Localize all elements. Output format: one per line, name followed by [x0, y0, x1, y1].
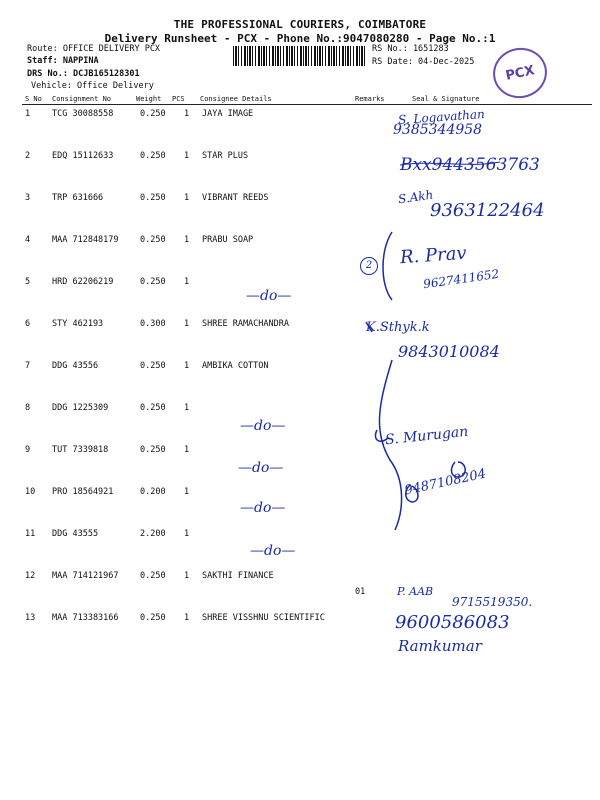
runsheet-subtitle: Delivery Runsheet - PCX - Phone No.:9047080280 - Page No.:1 [104, 32, 496, 45]
row-consignment: DDG 43555 [52, 529, 99, 539]
row-weight: 0.300 [140, 319, 166, 329]
row-consignment: TCG 30088558 [52, 109, 114, 119]
signature-row12-name: P. AAB [397, 585, 434, 598]
row-weight: 2.200 [140, 529, 166, 539]
row-pcs: 1 [184, 109, 190, 119]
ditto-row11: —do— [250, 543, 296, 559]
row-consignee: SHREE VISSHNU SCIENTIFIC [202, 613, 325, 623]
row-consignee: JAYA IMAGE [202, 109, 254, 119]
route-label: Route: OFFICE DELIVERY PCX [27, 44, 161, 54]
row-sno: 6 [25, 319, 31, 329]
row-weight: 0.250 [140, 361, 166, 371]
col-sno: S No [25, 95, 42, 103]
col-consignment: Consignment No [52, 95, 112, 103]
col-weight: Weight [136, 95, 162, 103]
row-consignment: DDG 1225309 [52, 403, 109, 413]
row-sno: 1 [25, 109, 31, 119]
ditto-row5: —do— [246, 288, 292, 304]
signature-row4-circle: 2 [360, 257, 378, 275]
vehicle-label: Vehicle: Office Delivery [31, 81, 154, 91]
row-weight: 0.250 [140, 151, 166, 161]
row-sno: 7 [25, 361, 31, 371]
ditto-row8: —do— [240, 418, 286, 434]
signature-row10-phone: 9487108204 [403, 466, 488, 499]
row-weight: 0.250 [140, 403, 166, 413]
row-pcs: 1 [184, 571, 190, 581]
signature-row4-phone: 9627411652 [422, 266, 500, 292]
row-pcs: 1 [184, 319, 190, 329]
row-consignment: TRP 631666 [52, 193, 104, 203]
row-sno: 12 [25, 571, 36, 581]
signature-row3-name: S.Akh [397, 187, 435, 207]
row-weight: 0.250 [140, 277, 166, 287]
row-weight: 0.250 [140, 235, 166, 245]
row-consignee: STAR PLUS [202, 151, 249, 161]
row-remarks: 01 [355, 587, 366, 597]
signature-row8-name: S. Murugan [384, 423, 469, 449]
row-weight: 0.250 [140, 193, 166, 203]
row-pcs: 1 [184, 613, 190, 623]
row-sno: 5 [25, 277, 31, 287]
row-pcs: 1 [184, 151, 190, 161]
row-sno: 9 [25, 445, 31, 455]
row-consignee: SAKTHI FINANCE [202, 571, 274, 581]
row-consignment: STY 462193 [52, 319, 104, 329]
signature-row13-name: Ramkumar [398, 637, 482, 655]
row-pcs: 1 [184, 235, 190, 245]
signature-row6-phone: 9843010084 [398, 342, 500, 361]
signature-row3-phone: 9363122464 [430, 200, 545, 221]
row-weight: 0.250 [140, 109, 166, 119]
row-pcs: 1 [184, 403, 190, 413]
signature-row4-name: R. Prav [399, 242, 468, 269]
row-pcs: 1 [184, 361, 190, 371]
rs-date: RS Date: 04-Dec-2025 [372, 57, 475, 67]
row-consignment: HRD 62206219 [52, 277, 114, 287]
row-consignment: EDQ 15112633 [52, 151, 114, 161]
row-pcs: 1 [184, 445, 190, 455]
signature-row12-phone: 9715519350. [452, 595, 533, 609]
row-weight: 0.250 [140, 613, 166, 623]
row-consignee: SHREE RAMACHANDRA [202, 319, 289, 329]
ditto-row9: —do— [238, 460, 284, 476]
row-sno: 2 [25, 151, 31, 161]
row-consignee: AMBIKA COTTON [202, 361, 269, 371]
row-weight: 0.250 [140, 571, 166, 581]
col-remarks: Remarks [355, 95, 385, 103]
row-pcs: 1 [184, 277, 190, 287]
row-weight: 0.250 [140, 445, 166, 455]
row-consignee: VIBRANT REEDS [202, 193, 269, 203]
signature-row1-name: S. Logavathan [397, 106, 486, 128]
signature-row13-phone: 9600586083 [395, 612, 510, 633]
row-consignment: MAA 712848179 [52, 235, 119, 245]
pcx-stamp: PCX [488, 43, 551, 103]
row-sno: 8 [25, 403, 31, 413]
row-consignment: DDG 43556 [52, 361, 99, 371]
row-pcs: 1 [184, 193, 190, 203]
row-consignment: MAA 713383166 [52, 613, 119, 623]
row-pcs: 1 [184, 529, 190, 539]
signature-row6-name: K.Sthyk.k [366, 320, 430, 335]
company-title: THE PROFESSIONAL COURIERS, COIMBATORE [173, 18, 427, 31]
row-consignee: PRABU SOAP [202, 235, 254, 245]
row-sno: 13 [25, 613, 36, 623]
staff-label: Staff: NAPPINA [27, 56, 99, 66]
col-signature: Seal & Signature [412, 95, 480, 103]
row-sno: 3 [25, 193, 31, 203]
signature-row2: Bxx9443563763 [400, 155, 540, 175]
row-consignment: TUT 7339818 [52, 445, 109, 455]
row-pcs: 1 [184, 487, 190, 497]
drs-number: DRS No.: DCJB165128301 [27, 69, 140, 79]
ditto-row10: —do— [240, 500, 286, 516]
row-consignment: MAA 714121967 [52, 571, 119, 581]
row-sno: 11 [25, 529, 36, 539]
col-pcs: PCS [172, 95, 185, 103]
row-sno: 4 [25, 235, 31, 245]
row-sno: 10 [25, 487, 36, 497]
signature-row1-phone: 9385344958 [393, 122, 483, 138]
row-weight: 0.200 [140, 487, 166, 497]
col-consignee: Consignee Details [200, 95, 272, 103]
rs-number: RS No.: 1651283 [372, 44, 449, 54]
row-consignment: PRO 18564921 [52, 487, 114, 497]
